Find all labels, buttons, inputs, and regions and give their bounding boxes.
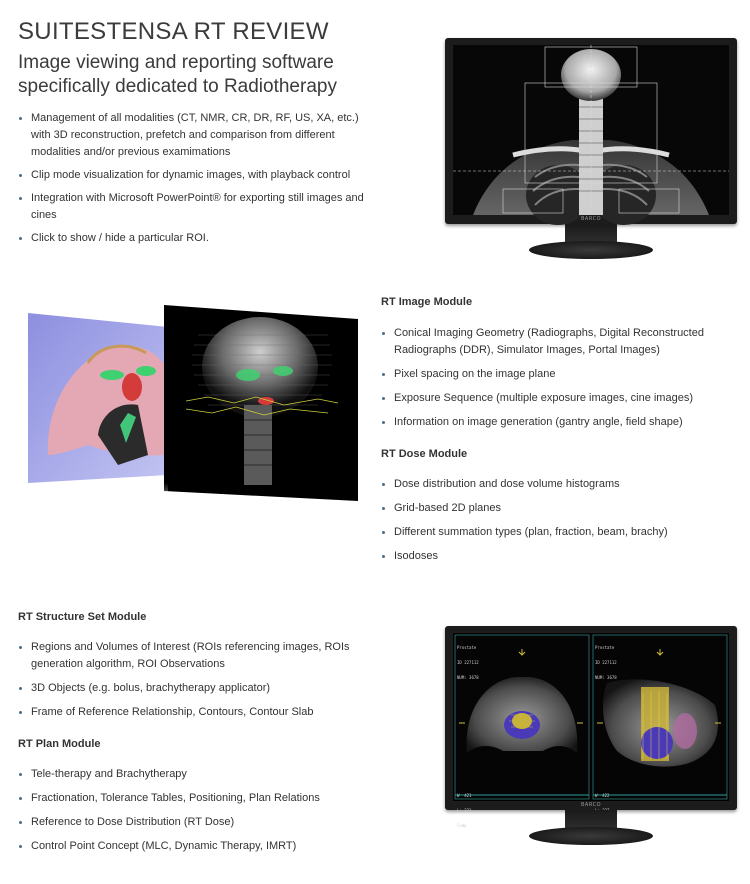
list-item: Grid-based 2D planes	[381, 500, 711, 517]
list-item: 3D Objects (e.g. bolus, brachytherapy applicator)	[18, 680, 358, 697]
list-item: Exposure Sequence (multiple exposure images, cine images)	[381, 390, 711, 407]
window-width-label: W 422	[595, 793, 610, 798]
list-item: Dose distribution and dose volume histograms	[381, 476, 711, 493]
radiograph-screen	[453, 45, 729, 215]
rt-plan-module-list	[18, 766, 358, 862]
list-item: Isodoses	[381, 548, 711, 565]
rt-structure-module-title: RT Structure Set Module	[18, 611, 147, 623]
rt-dose-module-title: RT Dose Module	[381, 448, 468, 460]
monitor-stand	[529, 827, 653, 845]
list-item: Frame of Reference Relationship, Contours, Contour Slab	[18, 704, 358, 721]
orientation-label: Comp	[457, 823, 467, 828]
list-item: Control Point Concept (MLC, Dynamic Therapy, IMRT)	[18, 838, 358, 855]
rt-image-module-title: RT Image Module	[381, 296, 473, 308]
list-item: Regions and Volumes of Interest (ROIs referencing images, ROIs generation algorithm, ROI Observations	[18, 639, 358, 673]
pelvis-dose-images	[453, 633, 729, 801]
intro-feature-list	[18, 110, 373, 253]
list-item: Pixel spacing on the image plane	[381, 366, 711, 383]
list-item: Reference to Dose Distribution (RT Dose)	[18, 814, 358, 831]
list-item: Fractionation, Tolerance Tables, Positioning, Plan Relations	[18, 790, 358, 807]
image-number-label: NUM: 3678	[595, 675, 617, 680]
list-item: Information on image generation (gantry angle, field shape)	[381, 414, 711, 431]
intro-feature-item: Integration with Microsoft PowerPoint® for exporting still images and cines	[18, 190, 373, 224]
monitor-brand-logo: BARCO	[581, 802, 602, 808]
intro-feature-item: Click to show / hide a particular ROI.	[18, 230, 373, 247]
page-subtitle: Image viewing and reporting software specifically dedicated to Radiotherapy	[18, 52, 337, 97]
left-pane-window-info	[457, 783, 471, 838]
monitor-radiograph	[445, 38, 737, 262]
rt-image-module-list	[381, 325, 711, 438]
patient-id-label: ID 227112	[595, 660, 617, 665]
monitor-stand	[529, 241, 653, 259]
intro-feature-item: Management of all modalities (CT, NMR, CR, DR, RF, US, XA, etc.) with 3D reconstruction, prefetch and comparison from different modalities and/or previous examimations	[18, 110, 373, 161]
rt-structure-module-list	[18, 639, 358, 728]
right-pane-info	[595, 635, 617, 690]
intro-feature-item: Clip mode visualization for dynamic images, with playback control	[18, 167, 373, 184]
list-item: Conical Imaging Geometry (Radiographs, Digital Reconstructed Radiographs (DDR), Simulator Images, Portal Images)	[381, 325, 711, 359]
page-title: SUITESTENSA RT REVIEW	[18, 18, 329, 45]
monitor-brand-logo: BARCO	[581, 216, 602, 222]
rt-dose-module-list	[381, 476, 711, 572]
patient-name-label: Prostate	[457, 645, 477, 650]
head-3d-render	[28, 305, 363, 527]
window-width-label: W 421	[457, 793, 472, 798]
head-reconstruction-image	[28, 305, 363, 527]
list-item: Tele-therapy and Brachytherapy	[18, 766, 358, 783]
window-level-label: L: 221	[457, 808, 472, 813]
image-number-label: NUM: 3678	[457, 675, 479, 680]
list-item: Different summation types (plan, fraction, beam, brachy)	[381, 524, 711, 541]
monitor-pelvis	[445, 626, 737, 848]
chest-xray-image	[453, 45, 729, 215]
patient-id-label: ID 227112	[457, 660, 479, 665]
left-pane-info	[457, 635, 479, 690]
rt-plan-module-title: RT Plan Module	[18, 738, 101, 750]
patient-name-label: Prostate	[595, 645, 615, 650]
